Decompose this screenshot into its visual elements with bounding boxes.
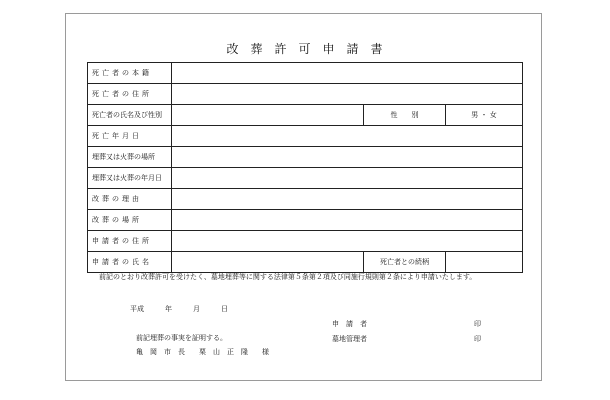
field-reburial-place[interactable] xyxy=(172,210,523,231)
sex-options[interactable]: 男 ・ 女 xyxy=(446,105,523,126)
date-line: 平成 年 月 日 xyxy=(130,305,228,313)
seal-applicant: 印 xyxy=(474,320,481,328)
field-burial-date[interactable] xyxy=(172,168,523,189)
row-death-date xyxy=(88,126,523,147)
row-applicant-address xyxy=(88,231,523,252)
row-burial-place xyxy=(88,147,523,168)
row-label-honseki: 死亡者の本籍 xyxy=(88,63,172,84)
row-reason xyxy=(88,189,523,210)
sex-label: 性 別 xyxy=(364,105,446,126)
row-burial-date xyxy=(88,168,523,189)
row-deceased-name xyxy=(88,105,523,126)
row-label-burial-date: 埋葬又は火葬の年月日 xyxy=(88,168,172,189)
row-label-applicant-address: 申請者の住所 xyxy=(88,231,172,252)
relationship-label: 死亡者との続柄 xyxy=(364,252,446,273)
field-relationship[interactable] xyxy=(446,252,523,273)
field-applicant-name[interactable] xyxy=(172,252,364,273)
seal-manager: 印 xyxy=(474,335,481,343)
row-label-reason: 改葬の理由 xyxy=(88,189,172,210)
row-deceased-address xyxy=(88,84,523,105)
application-form-sheet xyxy=(65,13,542,381)
field-reason[interactable] xyxy=(172,189,523,210)
field-deceased-name[interactable] xyxy=(172,105,364,126)
row-reburial-place xyxy=(88,210,523,231)
certification-text: 前記埋葬の事実を証明する。 xyxy=(136,334,227,342)
applicant-label: 申 請 者 xyxy=(332,320,367,328)
field-deceased-address[interactable] xyxy=(172,84,523,105)
row-label-reburial-place: 改葬の場所 xyxy=(88,210,172,231)
field-burial-place[interactable] xyxy=(172,147,523,168)
row-applicant-name xyxy=(88,252,523,273)
row-label-burial-place: 埋葬又は火葬の場所 xyxy=(88,147,172,168)
field-death-date[interactable] xyxy=(172,126,523,147)
addressee-line: 亀 岡 市 長 栗 山 正 隆 様 xyxy=(136,348,269,356)
row-label-deceased-address: 死亡者の住所 xyxy=(88,84,172,105)
row-label-death-date: 死亡年月日 xyxy=(88,126,172,147)
row-honseki xyxy=(88,63,523,84)
statement-text: 前記のとおり改葬許可を受けたく、墓地埋葬等に関する法律第５条第２項及び同施行規則第２条により申請いたします。 xyxy=(99,273,477,281)
field-applicant-address[interactable] xyxy=(172,231,523,252)
row-label-applicant-name: 申請者の氏名 xyxy=(88,252,172,273)
application-table xyxy=(87,62,523,273)
row-label-deceased-name: 死亡者の氏名及び性別 xyxy=(88,105,172,126)
form-title: 改葬許可申請書 xyxy=(226,42,395,56)
field-honseki[interactable] xyxy=(172,63,523,84)
cemetery-manager-label: 墓地管理者 xyxy=(332,335,367,343)
